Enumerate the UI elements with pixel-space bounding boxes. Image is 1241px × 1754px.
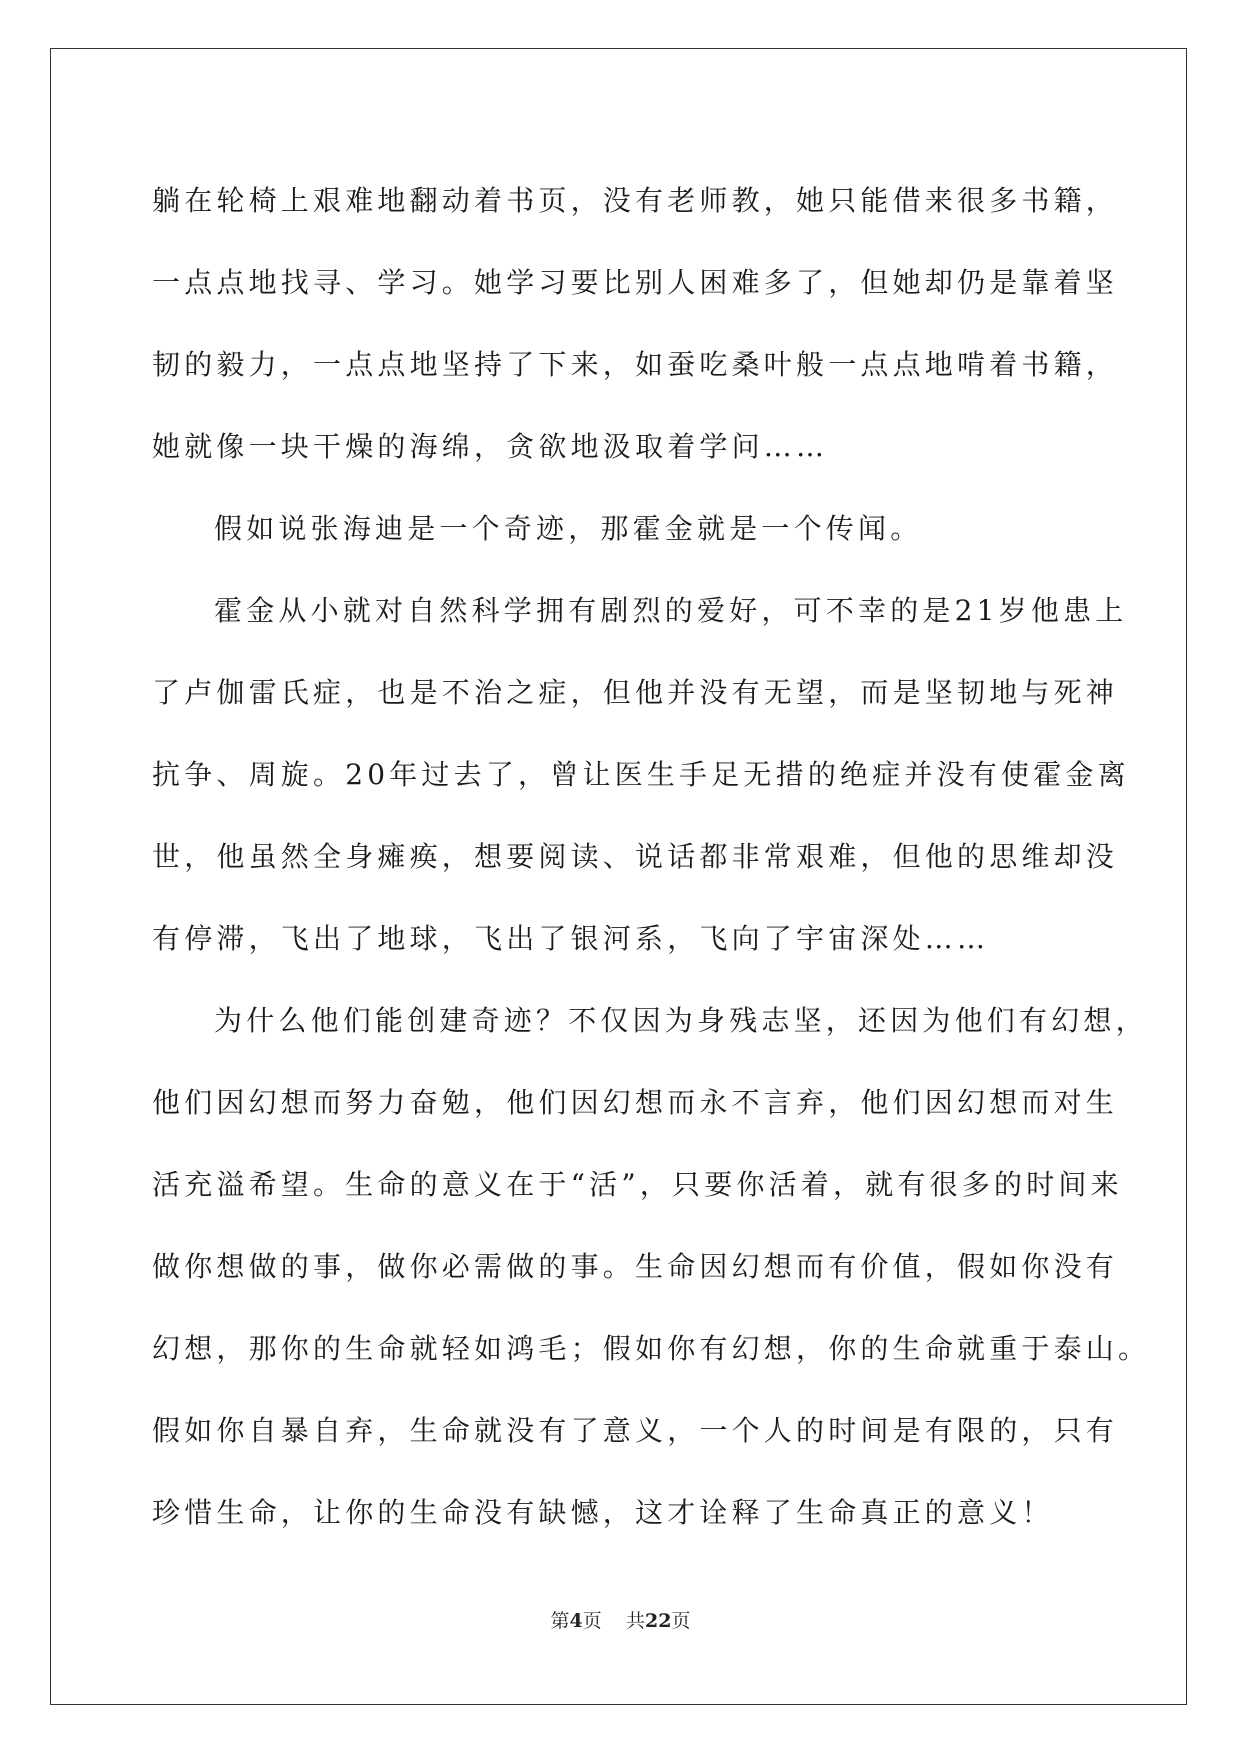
text-line: 韧的毅力，一点点地坚持了下来，如蚕吃桑叶般一点点地啃着书籍，	[152, 348, 1119, 381]
paragraph-start-line: 霍金从小就对自然科学拥有剧烈的爱好，可不幸的是21岁他患上	[214, 594, 1128, 627]
total-pages-prefix: 共	[625, 1610, 645, 1632]
paragraph-start-line: 为什么他们能创建奇迹？不仅因为身残志坚，还因为他们有幻想，	[214, 1004, 1148, 1037]
text-line: 她就像一块干燥的海绵，贪欲地汲取着学问……	[152, 430, 829, 463]
text-line: 幻想，那你的生命就轻如鸿毛；假如你有幻想，你的生命就重于泰山。	[152, 1332, 1151, 1365]
page-number-prefix: 第	[550, 1610, 570, 1632]
text-line: 躺在轮椅上艰难地翻动着书页，没有老师教，她只能借来很多书籍，	[152, 184, 1119, 217]
text-line: 有停滞，飞出了地球，飞出了银河系，飞向了宇宙深处……	[152, 922, 990, 955]
text-line: 活充溢希望。生命的意义在于“活”，只要你活着，就有很多的时间来	[152, 1168, 1123, 1201]
text-line: 世，他虽然全身瘫痪，想要阅读、说话都非常艰难，但他的思维却没	[152, 840, 1119, 873]
page-number-current: 4	[569, 1610, 583, 1632]
text-line: 做你想做的事，做你必需做的事。生命因幻想而有价值，假如你没有	[152, 1250, 1119, 1283]
total-pages-suffix: 页	[671, 1610, 691, 1632]
text-line: 了卢伽雷氏症，也是不治之症，但他并没有无望，而是坚韧地与死神	[152, 676, 1119, 709]
text-line: 假如你自暴自弃，生命就没有了意义，一个人的时间是有限的，只有	[152, 1414, 1119, 1447]
document-body	[152, 160, 1151, 1554]
text-line: 一点点地找寻、学习。她学习要比别人困难多了，但她却仍是靠着坚	[152, 266, 1119, 299]
text-line: 珍惜生命，让你的生命没有缺憾，这才诠释了生命真正的意义！	[152, 1496, 1054, 1529]
text-line: 抗争、周旋。20年过去了，曾让医生手足无措的绝症并没有使霍金离	[152, 758, 1130, 791]
page-footer	[0, 1606, 1241, 1633]
paragraph-start-line: 假如说张海迪是一个奇迹，那霍金就是一个传闻。	[214, 512, 923, 545]
total-pages-count: 22	[644, 1610, 672, 1632]
text-line: 他们因幻想而努力奋勉，他们因幻想而永不言弃，他们因幻想而对生	[152, 1086, 1119, 1119]
page-number-suffix: 页	[582, 1610, 602, 1632]
